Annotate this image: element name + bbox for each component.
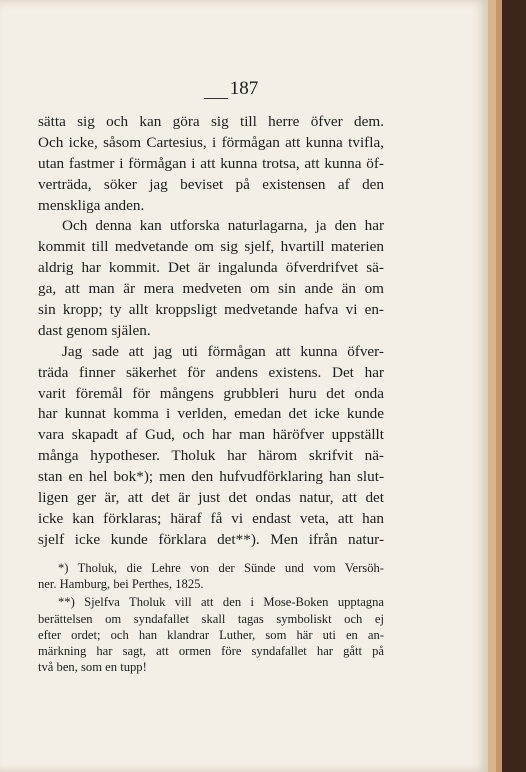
text-line: träda finner säkerhet för andens existens. Det har <box>38 363 384 381</box>
text-line: Och icke, såsom Cartesius, i förmågan att kunna tvifla, <box>38 133 384 151</box>
footnote-line: *) Tholuk, die Lehre von der Sünde und vom Versöh- <box>58 561 384 575</box>
text-line: sin kropp; ty allt kroppsligt medvetande hafva vi en- <box>38 301 384 319</box>
text-line: sjelf icke kunde förklara det**). Men ifrån natur- <box>38 530 384 548</box>
page-edge <box>488 0 496 772</box>
footnote-line: **) Sjelfva Tholuk vill att den i Mose-Boken upptagna <box>58 595 384 610</box>
page-number: 187 <box>229 78 259 99</box>
footnote-line: märkning har sagt, att ormen före syndafallet har gått på <box>38 643 384 658</box>
footnote-line: två ben, som en tupp! <box>38 660 147 675</box>
text-line: dast genom själen. <box>38 321 151 339</box>
text-line: utan fastmer i förmågan i att kunna trotsa, att kunna öf- <box>38 154 384 172</box>
text-line: stan en hel bok*); men den hufvudförklaring han slut- <box>38 468 384 486</box>
footnote-line: berättelsen om syndafallet skall tagas symboliskt och ej <box>38 611 384 626</box>
text-line: verträda, söker jag beviset på existensen af den <box>38 175 384 193</box>
text-line: ligen ger är, att det är just det ondas natur, att det <box>38 489 384 507</box>
text-line: kommit till medvetande om sig sjelf, hvartill materien <box>38 238 384 256</box>
text-line: har kunnat komma i verlden, emedan det icke kunde <box>38 405 384 423</box>
main-text <box>38 112 384 551</box>
footnote <box>38 594 384 675</box>
footnote-line: efter ordet; och han klandrar Luther, som här uti en an- <box>38 627 384 642</box>
text-line: ga, att man är mera medveten om sin ande än om <box>38 280 384 298</box>
footnote-line: ner. Hamburg, bei Perthes, 1825. <box>38 577 204 592</box>
footnotes <box>38 560 384 677</box>
book-spine-background <box>502 0 526 772</box>
text-line: menskliga anden. <box>38 196 145 214</box>
text-line: Och denna kan utforska naturlagarna, ja den har <box>62 217 384 235</box>
page-number-rule <box>204 98 228 99</box>
text-line: sätta sig och kan göra sig till herre öfver dem. <box>38 113 384 130</box>
text-line: icke kan förklaras; häraf få vi endast veta, att han <box>38 509 384 527</box>
footnote <box>38 560 384 592</box>
text-line: vara skapadt af Gud, och har man häröfver uppställt <box>38 426 384 444</box>
text-line: aldrig har kommit. Det är ingalunda öfverdrifvet sä- <box>38 259 384 277</box>
text-line: varit föremål för mångens grubbleri huru det onda <box>38 384 384 402</box>
text-line: Jag sade att jag uti förmågan att kunna öfver- <box>62 342 384 360</box>
text-line: många hypotheser. Tholuk har härom skrifvit nä- <box>38 447 384 465</box>
